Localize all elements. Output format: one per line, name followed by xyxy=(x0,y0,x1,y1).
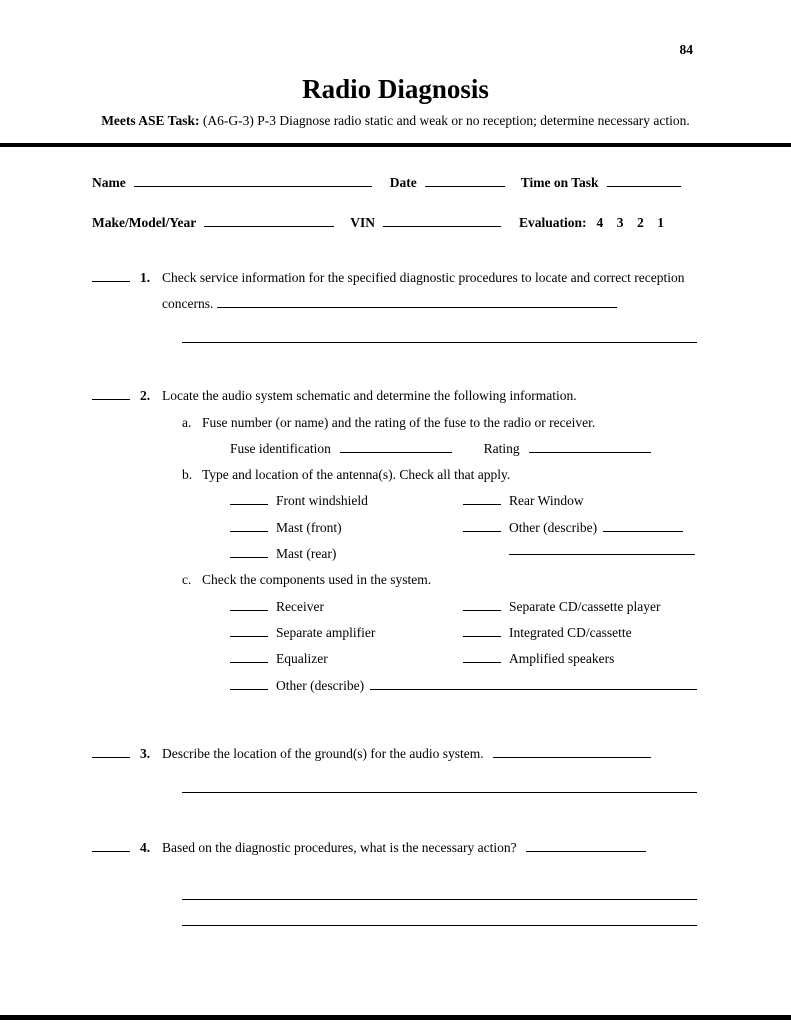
task-2b-text: Type and location of the antenna(s). Check all that apply. xyxy=(202,467,511,483)
name-label: Name xyxy=(92,174,126,190)
task-3-number: 3. xyxy=(140,745,151,761)
time-on-task-blank[interactable] xyxy=(607,173,681,187)
checkbox-blank[interactable] xyxy=(230,623,268,637)
antenna-checklist xyxy=(162,488,697,567)
rating-blank[interactable] xyxy=(529,439,651,453)
antenna-mast-front xyxy=(230,515,463,541)
components-row-1 xyxy=(230,594,697,620)
task-2a-text: Fuse number (or name) and the rating of the fuse to the radio or receiver. xyxy=(202,414,596,430)
checkbox-blank[interactable] xyxy=(230,518,268,532)
task-4-answer-line-2[interactable] xyxy=(182,874,697,900)
top-rule xyxy=(0,143,791,147)
checkbox-label: Mast (front) xyxy=(276,519,342,535)
antenna-other-describe xyxy=(463,515,697,541)
make-model-year-label: Make/Model/Year xyxy=(92,214,197,230)
task-3-answer-line-2[interactable] xyxy=(182,767,697,793)
checkbox-blank[interactable] xyxy=(230,676,268,690)
task-2c-letter: c. xyxy=(182,572,192,588)
checkbox-blank[interactable] xyxy=(463,491,501,505)
fuse-identification-blank[interactable] xyxy=(340,439,452,453)
task-2b-letter: b. xyxy=(182,467,193,483)
date-label: Date xyxy=(389,174,417,190)
component-equalizer xyxy=(230,646,463,672)
checkbox-blank[interactable] xyxy=(463,518,501,532)
antenna-rear-window xyxy=(463,488,697,514)
task-2-score-blank[interactable] xyxy=(92,383,130,400)
ase-task xyxy=(96,111,696,131)
task-3 xyxy=(92,741,697,793)
checkbox-blank[interactable] xyxy=(463,623,501,637)
page-number: 84 xyxy=(679,42,693,57)
task-4-text: Based on the diagnostic procedures, what is the necessary action? xyxy=(162,840,517,856)
header-row-2 xyxy=(92,213,697,231)
task-3-body xyxy=(162,741,697,793)
vin-blank[interactable] xyxy=(383,213,501,227)
task-4-answer-blank[interactable] xyxy=(526,838,646,852)
task-2 xyxy=(92,383,697,699)
antenna-other-blank-2[interactable] xyxy=(509,541,695,555)
task-4-body xyxy=(162,835,697,925)
task-4 xyxy=(92,835,697,925)
task-1-score-blank[interactable] xyxy=(92,265,130,282)
task-2-number: 2. xyxy=(140,388,151,404)
bottom-rule xyxy=(0,1015,791,1020)
component-other-blank[interactable] xyxy=(370,676,697,690)
component-amplified-speakers xyxy=(463,646,697,672)
checkbox-label: Integrated CD/cassette xyxy=(509,625,632,640)
checkbox-label: Separate amplifier xyxy=(276,625,376,640)
header-row-1 xyxy=(92,173,697,191)
component-separate-cd-cassette xyxy=(463,594,697,620)
checkbox-blank[interactable] xyxy=(230,649,268,663)
antenna-other-blank[interactable] xyxy=(603,518,683,532)
components-checklist xyxy=(162,594,697,699)
antenna-mast-rear xyxy=(230,541,463,567)
components-row-4 xyxy=(230,673,697,699)
task-4-answer-line-3[interactable] xyxy=(182,900,697,926)
checkbox-label: Separate CD/cassette player xyxy=(509,598,661,614)
name-blank[interactable] xyxy=(134,173,372,187)
evaluation-scale: 4 3 2 1 xyxy=(596,214,665,230)
checkbox-blank[interactable] xyxy=(230,491,268,505)
task-3-text: Describe the location of the ground(s) for the audio system. xyxy=(162,745,484,761)
checkbox-label: Other (describe) xyxy=(276,677,365,693)
task-1-answer-blank[interactable] xyxy=(217,294,617,308)
component-separate-amplifier xyxy=(230,620,463,646)
form-content xyxy=(0,173,791,926)
components-row-3 xyxy=(230,646,697,672)
task-2a-letter: a. xyxy=(182,414,192,430)
task-2-text: Locate the audio system schematic and determine the following information. xyxy=(162,388,577,404)
task-2a xyxy=(162,410,697,436)
checkbox-label: Rear Window xyxy=(509,493,584,509)
make-model-year-blank[interactable] xyxy=(204,213,334,227)
task-3-score-blank[interactable] xyxy=(92,741,130,758)
task-1 xyxy=(92,265,697,344)
antenna-row-2 xyxy=(230,515,697,541)
checkbox-label: Receiver xyxy=(276,598,324,614)
task-3-answer-blank[interactable] xyxy=(493,744,651,758)
fuse-fields-row xyxy=(162,436,697,462)
evaluation-label: Evaluation: xyxy=(519,214,587,230)
task-1-number: 1. xyxy=(140,269,151,285)
time-on-task-label: Time on Task xyxy=(520,174,599,190)
ase-task-label: Meets ASE Task: xyxy=(101,113,200,128)
checkbox-blank[interactable] xyxy=(463,597,501,611)
antenna-row-1 xyxy=(230,488,697,514)
task-1-body xyxy=(162,265,697,344)
checkbox-label: Other (describe) xyxy=(509,519,598,535)
antenna-row-3 xyxy=(230,541,697,567)
checkbox-label: Amplified speakers xyxy=(509,651,615,667)
fuse-identification-label: Fuse identification xyxy=(230,440,331,456)
rating-label: Rating xyxy=(483,440,520,456)
checkbox-label: Equalizer xyxy=(276,651,328,667)
task-2b xyxy=(162,462,697,488)
checkbox-blank[interactable] xyxy=(230,544,268,558)
vin-label: VIN xyxy=(350,214,375,230)
task-4-score-blank[interactable] xyxy=(92,835,130,852)
date-blank[interactable] xyxy=(425,173,505,187)
task-4-number: 4. xyxy=(140,840,151,856)
component-receiver xyxy=(230,594,463,620)
task-2c-text: Check the components used in the system. xyxy=(202,572,432,588)
checkbox-label: Mast (rear) xyxy=(276,546,337,562)
checkbox-label: Front windshield xyxy=(276,493,368,509)
component-integrated-cd-cassette xyxy=(463,620,697,646)
task-2c xyxy=(162,567,697,593)
component-other-describe xyxy=(230,673,697,699)
page-title: Radio Diagnosis xyxy=(302,74,489,104)
ase-task-text: (A6-G-3) P-3 Diagnose radio static and weak or no reception; determine necessary action. xyxy=(202,113,690,128)
components-row-2 xyxy=(230,620,697,646)
checkbox-blank[interactable] xyxy=(463,649,501,663)
antenna-other-line-2 xyxy=(463,541,697,567)
task-1-answer-line-2[interactable] xyxy=(182,317,697,343)
task-2-body xyxy=(162,383,697,699)
antenna-front-windshield xyxy=(230,488,463,514)
task-1-text: Check service information for the specified diagnostic procedures to locate and correct reception concerns. xyxy=(162,269,685,311)
checkbox-blank[interactable] xyxy=(230,597,268,611)
